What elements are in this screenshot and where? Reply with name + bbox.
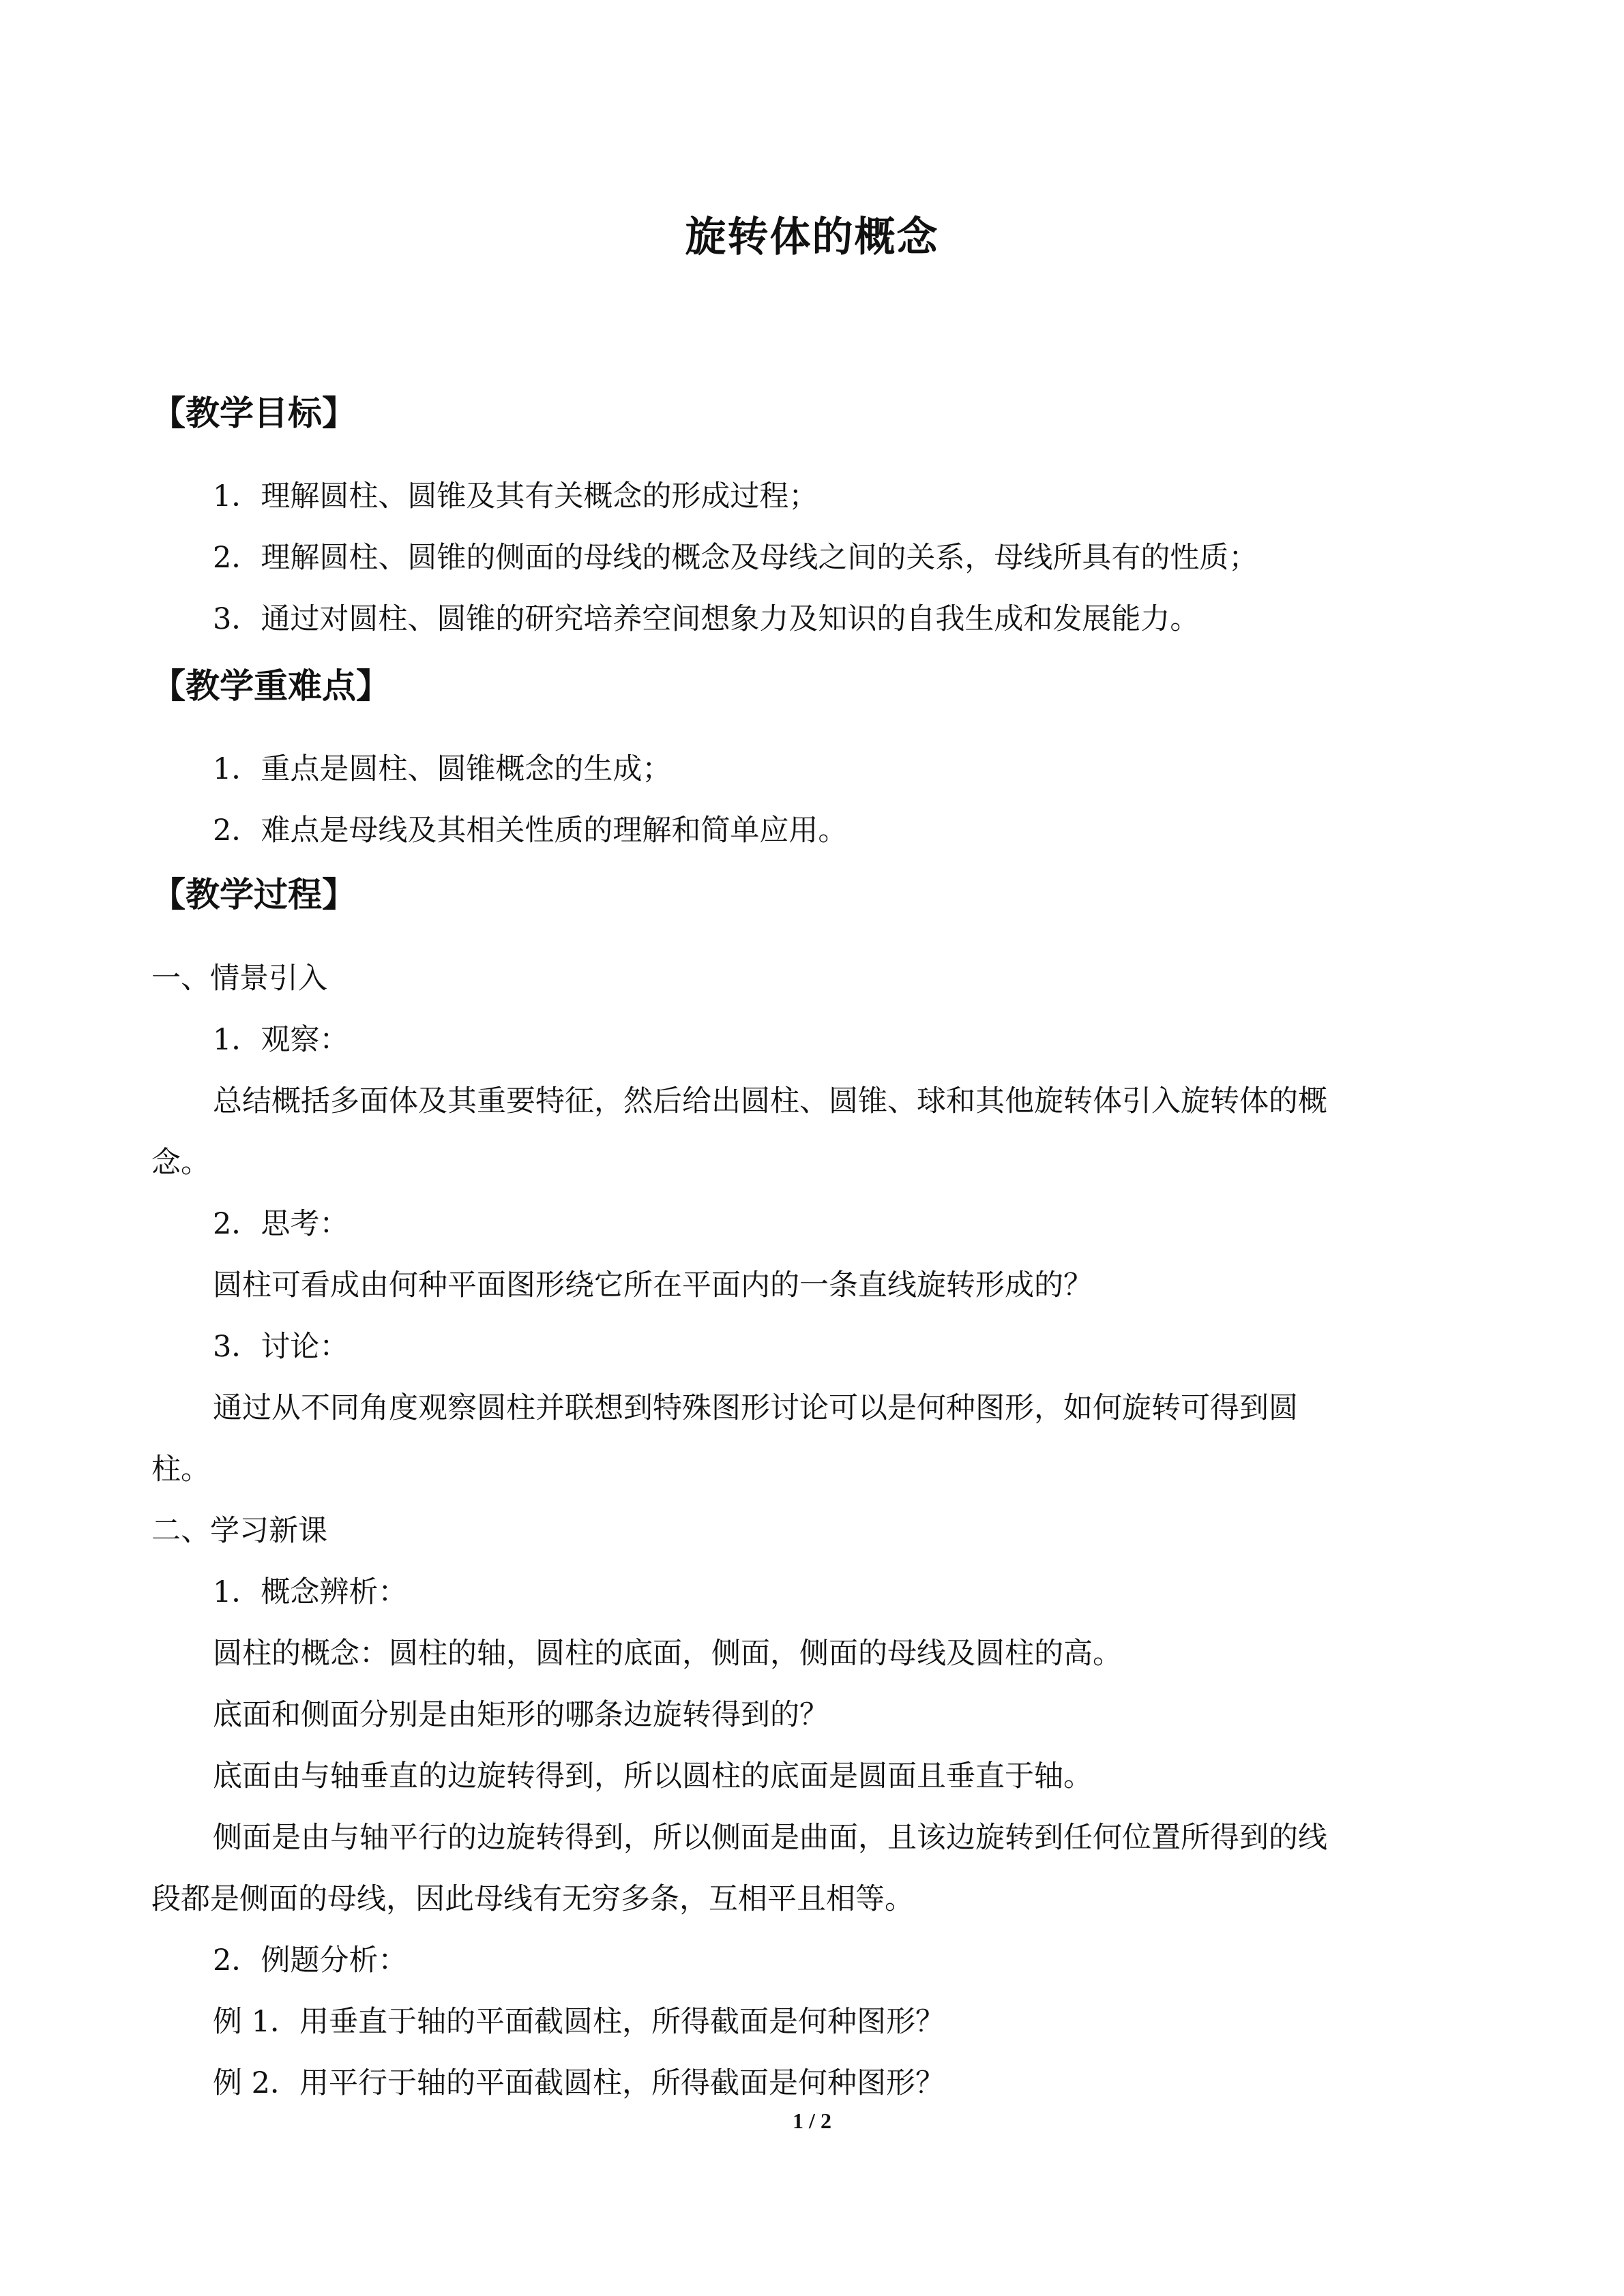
part2-title: 二、学习新课 bbox=[151, 1514, 327, 1548]
key-point-item-2: 2．难点是母线及其相关性质的理解和简单应用。 bbox=[213, 814, 848, 848]
concept-line-1: 圆柱的概念：圆柱的轴，圆柱的底面，侧面，侧面的母线及圆柱的高。 bbox=[213, 1637, 1122, 1671]
process-heading: 【教学过程】 bbox=[151, 875, 356, 914]
objectives-heading: 【教学目标】 bbox=[151, 393, 356, 433]
discuss-text-line2: 柱。 bbox=[151, 1452, 210, 1487]
example-label: 2．例题分析： bbox=[213, 1943, 408, 1978]
think-text: 圆柱可看成由何种平面图形绕它所在平面内的一条直线旋转形成的？ bbox=[213, 1268, 1093, 1302]
discuss-text-line1: 通过从不同角度观察圆柱并联想到特殊图形讨论可以是何种图形，如何旋转可得到圆 bbox=[213, 1391, 1298, 1425]
observe-label: 1．观察： bbox=[213, 1023, 349, 1057]
key-point-item-1: 1．重点是圆柱、圆锥概念的生成； bbox=[213, 752, 672, 786]
page-number: 1 / 2 bbox=[793, 2108, 831, 2133]
think-label: 2．思考： bbox=[213, 1207, 349, 1241]
key-points-heading: 【教学重难点】 bbox=[151, 666, 390, 706]
observe-text-line1: 总结概括多面体及其重要特征，然后给出圆柱、圆锥、球和其他旋转体引入旋转体的概 bbox=[213, 1084, 1327, 1118]
objective-item-3: 3．通过对圆柱、圆锥的研究培养空间想象力及知识的自我生成和发展能力。 bbox=[213, 602, 1200, 636]
observe-text-line2: 念。 bbox=[151, 1146, 210, 1180]
concept-label: 1．概念辨析： bbox=[213, 1575, 408, 1609]
objective-item-2: 2．理解圆柱、圆锥的侧面的母线的概念及母线之间的关系，母线所具有的性质； bbox=[213, 541, 1258, 575]
discuss-label: 3．讨论： bbox=[213, 1330, 349, 1364]
concept-line-3: 底面由与轴垂直的边旋转得到，所以圆柱的底面是圆面且垂直于轴。 bbox=[213, 1759, 1093, 1793]
concept-line-4a: 侧面是由与轴平行的边旋转得到，所以侧面是曲面，且该边旋转到任何位置所得到的线 bbox=[213, 1821, 1327, 1855]
page-title: 旋转体的概念 bbox=[685, 213, 939, 261]
concept-line-4b: 段都是侧面的母线，因此母线有无穷多条，互相平且相等。 bbox=[151, 1882, 914, 1916]
part1-title: 一、情景引入 bbox=[151, 961, 327, 996]
objective-item-1: 1．理解圆柱、圆锥及其有关概念的形成过程； bbox=[213, 479, 818, 513]
example-2: 例 2．用平行于轴的平面截圆柱，所得截面是何种图形？ bbox=[213, 2066, 945, 2100]
example-1: 例 1．用垂直于轴的平面截圆柱，所得截面是何种图形？ bbox=[213, 2005, 945, 2039]
concept-line-2: 底面和侧面分别是由矩形的哪条边旋转得到的？ bbox=[213, 1698, 829, 1732]
